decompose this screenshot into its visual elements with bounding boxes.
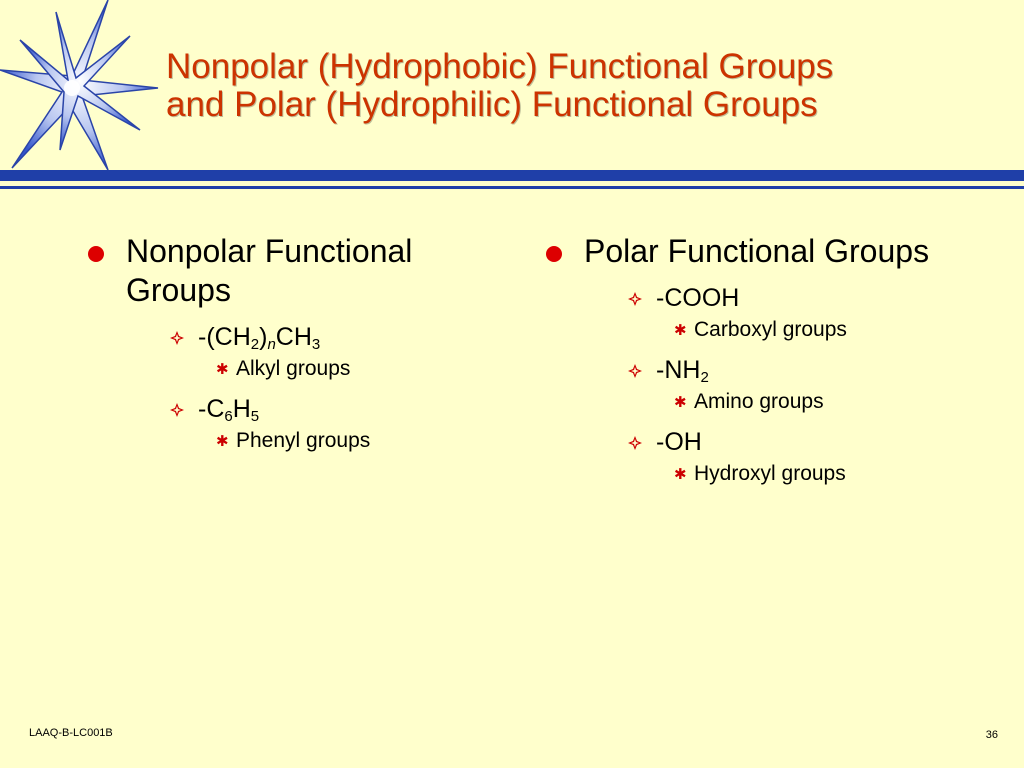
diamond-bullet-icon: [628, 436, 642, 450]
polar-heading: Polar Functional Groups: [584, 233, 930, 269]
title-line-1: Nonpolar (Hydrophobic) Functional Groups: [166, 47, 834, 86]
formula-part: -(CH: [198, 323, 251, 351]
formula-part: H: [232, 395, 251, 423]
formula-amino: [628, 355, 946, 385]
formula-part: CH: [275, 323, 312, 351]
group-label: Phenyl groups: [236, 429, 371, 452]
label-alkyl: [216, 356, 488, 382]
label-hydroxyl: [674, 461, 946, 487]
formula-part: -COOH: [656, 284, 740, 312]
formula-part: -C: [198, 395, 225, 423]
asterisk-bullet-icon: ✱: [674, 394, 687, 411]
group-label: Amino groups: [694, 390, 824, 413]
diamond-bullet-icon: [628, 364, 642, 378]
formula-subscript: 2: [700, 368, 709, 386]
group-label: Alkyl groups: [236, 357, 351, 380]
label-carboxyl: [674, 317, 946, 343]
eight-point-star-icon: [0, 0, 160, 172]
formula-part: ): [259, 323, 268, 351]
formula-subscript: 2: [250, 335, 260, 353]
slide-title: [166, 48, 1006, 124]
nonpolar-heading: Nonpolar Functional Groups: [126, 233, 413, 308]
bullet-polar-heading: [546, 232, 946, 271]
asterisk-bullet-icon: ✱: [674, 466, 687, 483]
group-label: Carboxyl groups: [694, 318, 847, 341]
diamond-bullet-icon: [628, 292, 642, 306]
title-divider-thick: [0, 170, 1024, 181]
diamond-bullet-icon: [170, 403, 184, 417]
red-dot-bullet-icon: [546, 246, 562, 262]
asterisk-bullet-icon: ✱: [674, 322, 687, 339]
formula-carboxyl: [628, 283, 946, 313]
formula-alkyl: [170, 322, 488, 352]
formula-part: -OH: [656, 428, 702, 456]
group-label: Hydroxyl groups: [694, 462, 846, 485]
title-divider-thin: [0, 186, 1024, 189]
bullet-nonpolar-heading: [88, 232, 488, 310]
page-number: 36: [985, 729, 998, 741]
formula-hydroxyl: [628, 427, 946, 457]
red-dot-bullet-icon: [88, 246, 104, 262]
footer-code: LAAQ-B-LC001B: [29, 727, 113, 739]
label-amino: [674, 389, 946, 415]
asterisk-bullet-icon: ✱: [216, 433, 229, 450]
asterisk-bullet-icon: ✱: [216, 361, 229, 378]
formula-part: -NH: [656, 356, 701, 384]
formula-subscript: 5: [250, 407, 260, 425]
formula-subscript: n: [267, 335, 276, 353]
formula-subscript: 3: [311, 335, 321, 353]
diamond-bullet-icon: [170, 331, 184, 345]
label-phenyl: [216, 428, 488, 454]
formula-subscript: 6: [224, 407, 233, 425]
polar-column: [546, 232, 946, 487]
title-line-2: and Polar (Hydrophilic) Functional Groups: [166, 85, 818, 124]
formula-phenyl: [170, 394, 488, 424]
nonpolar-column: [88, 232, 488, 454]
